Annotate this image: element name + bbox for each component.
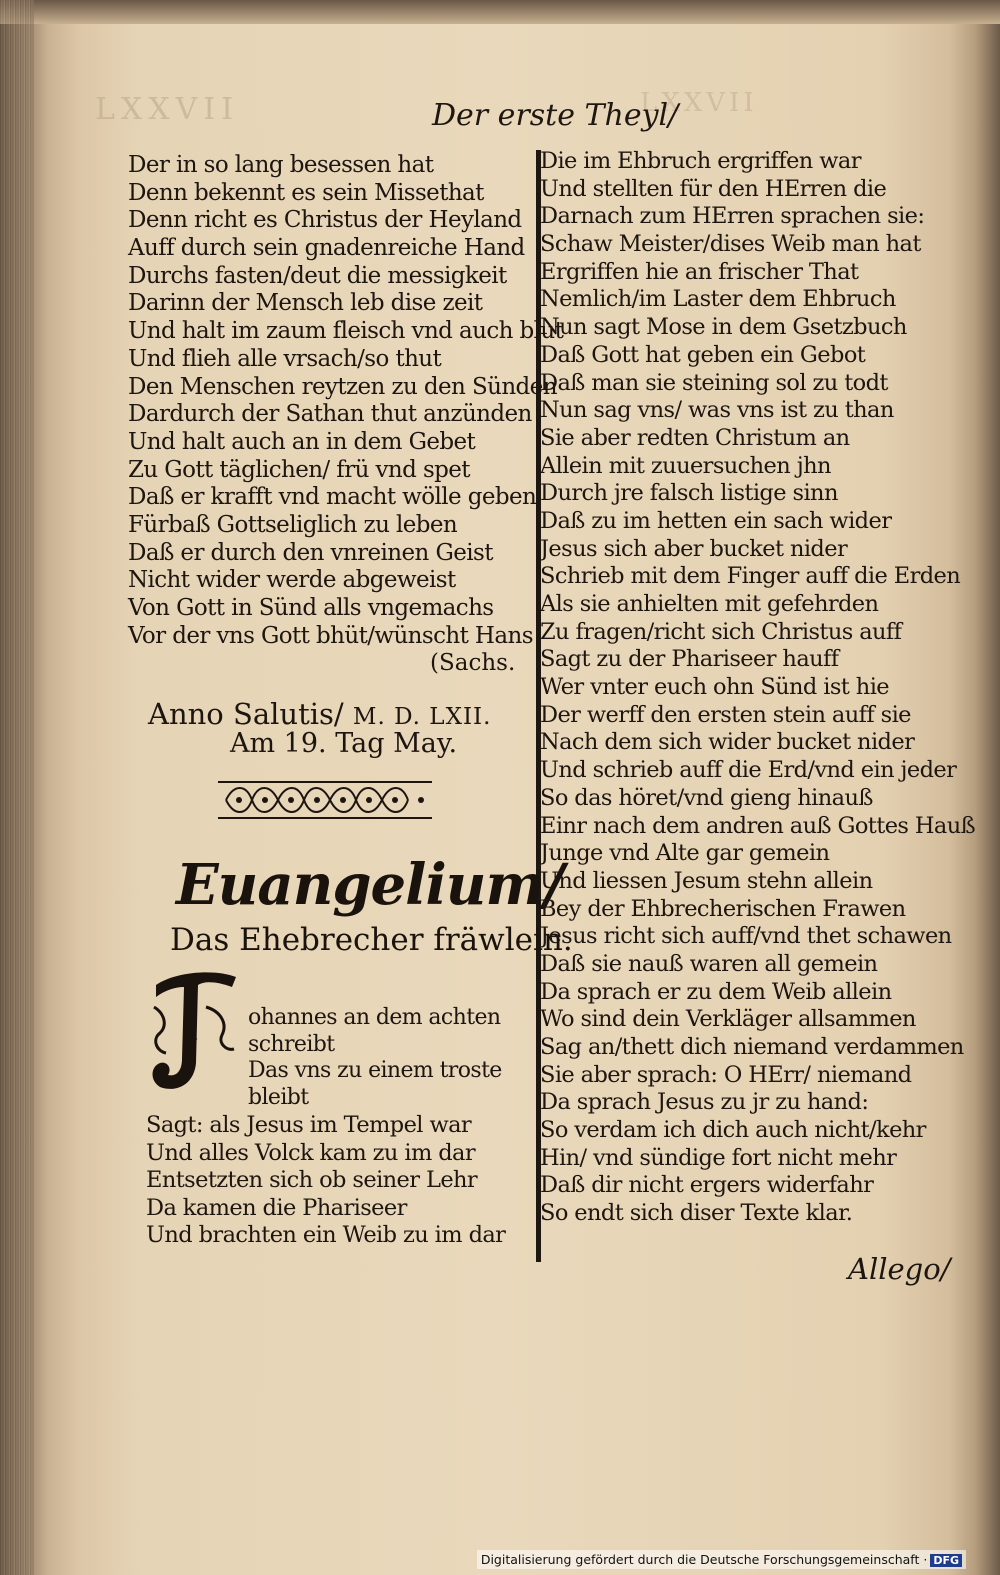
text-line: Und brachten ein Weib zu im dar [146, 1222, 506, 1249]
text-line: bleibt [248, 1084, 309, 1110]
text-line: Sagt zu der Phariseer hauff [540, 646, 839, 673]
text-line: Daß er krafft vnd macht wölle geben [128, 484, 537, 511]
text-line: Und schrieb auff die Erd/vnd ein jeder [540, 757, 957, 784]
text-line: Wo sind dein Verkläger allsammen [540, 1006, 916, 1033]
text-line: Dardurch der Sathan thut anzünden [128, 401, 532, 428]
text-line: Da kamen die Phariseer [146, 1194, 407, 1221]
text-line: Bey der Ehbrecherischen Frawen [540, 895, 906, 922]
text-line: Vor der vns Gott bhüt/wünscht Hans [128, 622, 533, 649]
left-column-continued [146, 1112, 505, 1250]
text-line: Von Gott in Sünd alls vngemachs [128, 595, 494, 621]
text-line: Denn richt es Christus der Heyland [128, 207, 522, 234]
text-line: Daß man sie steining sol zu todt [540, 369, 888, 396]
text-line: Und flieh alle vrsach/so thut [128, 345, 442, 372]
text-line: Schaw Meister/dises Weib man hat [540, 231, 921, 258]
page-stack-edge [0, 0, 34, 1575]
text-line: ohannes an dem achten [248, 1005, 501, 1030]
text-line: Entsetzten sich ob seiner Lehr [146, 1167, 478, 1194]
text-line: Nach dem sich wider bucket nider [540, 729, 915, 756]
text-line: Fürbaß Gottseliglich zu leben [128, 511, 458, 538]
text-line: Durchs fasten/deut die messigkeit [128, 262, 507, 289]
catchword: Allego/ [848, 1252, 951, 1286]
left-column [128, 152, 563, 650]
decorated-initial [146, 967, 242, 1095]
anno-label: Anno Salutis/ [148, 697, 344, 731]
text-line: Darnach zum HErren sprachen sie: [540, 203, 925, 230]
date-line: Am 19. Tag May. [230, 728, 458, 759]
text-line: Daß er durch den vnreinen Geist [128, 539, 493, 566]
text-line: Sagt: als Jesus im Tempel war [146, 1112, 472, 1138]
text-line: Daß zu im hetten ein sach wider [540, 507, 892, 534]
text-line: Denn bekennt es sein Missethat [128, 179, 484, 206]
text-line: Die im Ehbruch ergriffen war [540, 148, 861, 174]
text-line: schreibt [248, 1031, 335, 1057]
text-line: Wer vnter euch ohn Sünd ist hie [540, 674, 890, 701]
bleed-through-text-right: LXXVII [640, 88, 758, 118]
text-line: Sie aber sprach: O HErr/ niemand [540, 1061, 912, 1088]
runover-word: (Sachs. [430, 650, 516, 676]
text-line: Zu Gott täglichen/ frü vnd spet [128, 456, 470, 483]
text-line: Und halt auch an in dem Gebet [128, 428, 476, 455]
text-line: Da sprach er zu dem Weib allein [540, 978, 892, 1005]
anno-year: M. D. LXII. [352, 704, 492, 730]
text-line: Und liessen Jesum stehn allein [540, 867, 873, 894]
text-line: Nemlich/im Laster dem Ehbruch [540, 286, 896, 313]
indented-lines [248, 1005, 502, 1111]
text-line: Ergriffen hie an frischer That [540, 258, 859, 285]
text-line: Und stellten für den HErren die [540, 175, 887, 202]
text-line: Nun sagt Mose in dem Gsetzbuch [540, 314, 907, 341]
text-line: Schrieb mit dem Finger auff die Erden [540, 563, 961, 590]
text-line: Daß Gott hat geben ein Gebot [540, 341, 866, 368]
text-line: Hin/ vnd sündige fort nicht mehr [540, 1144, 897, 1171]
right-column [540, 148, 975, 1228]
text-line: Auff durch sein gnadenreiche Hand [128, 235, 525, 262]
text-line: So endt sich diser Texte klar. [540, 1200, 853, 1227]
anno-line [148, 697, 491, 731]
text-line: Der werff den ersten stein auff sie [540, 701, 911, 728]
text-line: Durch jre falsch listige sinn [540, 480, 838, 507]
text-line: Den Menschen reytzen zu den Sünden [128, 373, 557, 400]
text-line: Sie aber redten Christum an [540, 424, 850, 451]
text-line: Das vns zu einem troste [248, 1058, 502, 1083]
dfg-logo: DFG [930, 1554, 962, 1567]
text-line: Einr nach dem andren auß Gottes Hauß [540, 812, 976, 839]
text-line: So verdam ich dich auch nicht/kehr [540, 1117, 926, 1144]
section-subtitle: Das Ehebrecher fräwlein. [170, 922, 573, 958]
text-line: Daß dir nicht ergers widerfahr [540, 1172, 874, 1199]
digitization-credit [477, 1550, 966, 1569]
ornament-icon [214, 772, 436, 828]
text-line: Da sprach Jesus zu jr zu hand: [540, 1089, 869, 1116]
text-line: So das höret/vnd gieng hinauß [540, 784, 873, 811]
text-line: Als sie anhielten mit gefehrden [540, 591, 879, 617]
text-line: Der in so lang besessen hat [128, 152, 434, 178]
credit-text: Digitalisierung gefördert durch die Deutsche Forschungsgemeinschaft · [480, 1552, 928, 1567]
text-line: Daß sie nauß waren all gemein [540, 950, 878, 977]
text-line: Allein mit zuuersuchen jhn [540, 452, 831, 479]
text-line: Darinn der Mensch leb dise zeit [128, 290, 483, 317]
text-line: Jesus sich aber bucket nider [540, 535, 848, 562]
top-edge-shadow [0, 0, 1000, 24]
text-line: Sag an/thett dich niemand verdammen [540, 1034, 964, 1060]
section-title: Euangelium/ [176, 852, 564, 918]
text-line: Nun sag vns/ was vns ist zu than [540, 397, 894, 424]
text-line: Und halt im zaum fleisch vnd auch blut [128, 318, 564, 345]
text-line: Zu fragen/richt sich Christus auff [540, 618, 902, 645]
initial-letter: J [190, 1034, 199, 1058]
text-line: Junge vnd Alte gar gemein [540, 840, 830, 867]
text-line: Jesus richt sich auff/vnd thet schawen [540, 923, 952, 950]
text-line: Nicht wider werde abgeweist [128, 567, 456, 594]
text-line: Und alles Volck kam zu im dar [146, 1139, 476, 1166]
running-head: Der erste Theyl/ [432, 98, 679, 133]
bleed-through-text: LXXVII [95, 92, 240, 127]
